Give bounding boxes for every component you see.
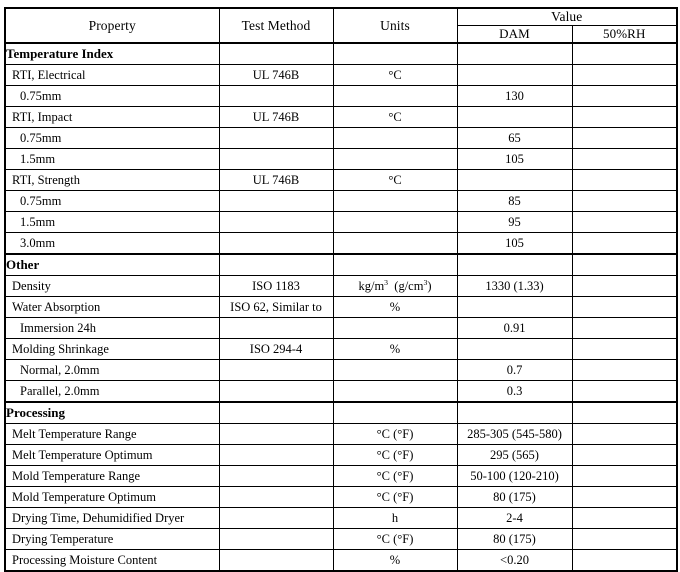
- property-label: Mold Temperature Optimum: [12, 489, 157, 504]
- table-header: [5, 8, 677, 43]
- cell-value-rh: [572, 339, 677, 360]
- cell-test-method: [219, 445, 333, 466]
- section-heading-rh: [572, 43, 677, 65]
- cell-test-method: UL 746B: [219, 170, 333, 191]
- cell-value-rh: [572, 170, 677, 191]
- cell-units: [333, 360, 457, 381]
- cell-value-dam: [457, 339, 572, 360]
- cell-test-method: [219, 487, 333, 508]
- cell-value-rh: [572, 191, 677, 212]
- cell-property: [5, 550, 219, 572]
- cell-property: [5, 191, 219, 212]
- cell-property: [5, 424, 219, 445]
- cell-units: [333, 86, 457, 107]
- cell-value-dam: <0.20: [457, 550, 572, 572]
- cell-units: %: [333, 297, 457, 318]
- cell-units: °C (°F): [333, 529, 457, 550]
- cell-property: [5, 339, 219, 360]
- section-title-label: Temperature Index: [6, 46, 114, 61]
- section-heading-rh: [572, 254, 677, 276]
- cell-test-method: UL 746B: [219, 65, 333, 86]
- cell-test-method: [219, 508, 333, 529]
- cell-units: °C (°F): [333, 487, 457, 508]
- table-row: [5, 424, 677, 445]
- cell-value-dam: 95: [457, 212, 572, 233]
- cell-units: °C: [333, 107, 457, 128]
- property-label: 0.75mm: [20, 130, 62, 145]
- section-heading-method: [219, 43, 333, 65]
- cell-units: %: [333, 550, 457, 572]
- cell-value-rh: [572, 424, 677, 445]
- table-row: [5, 529, 677, 550]
- cell-value-rh: [572, 487, 677, 508]
- section-heading-units: [333, 43, 457, 65]
- cell-value-dam: 285-305 (545-580): [457, 424, 572, 445]
- cell-value-dam: 130: [457, 86, 572, 107]
- table-row: [5, 466, 677, 487]
- cell-units: [333, 128, 457, 149]
- cell-test-method: [219, 86, 333, 107]
- cell-value-rh: [572, 360, 677, 381]
- cell-value-dam: 85: [457, 191, 572, 212]
- cell-value-rh: [572, 276, 677, 297]
- property-label: 3.0mm: [20, 235, 56, 250]
- cell-test-method: [219, 233, 333, 255]
- cell-units: °C (°F): [333, 445, 457, 466]
- cell-value-dam: 0.7: [457, 360, 572, 381]
- cell-value-dam: [457, 107, 572, 128]
- cell-value-rh: [572, 149, 677, 170]
- section-heading-units: [333, 402, 457, 424]
- cell-property: [5, 276, 219, 297]
- cell-value-rh: [572, 128, 677, 149]
- cell-test-method: [219, 191, 333, 212]
- cell-units: %: [333, 339, 457, 360]
- table-row: [5, 233, 677, 255]
- cell-property: [5, 445, 219, 466]
- section-heading-method: [219, 402, 333, 424]
- cell-units: °C (°F): [333, 424, 457, 445]
- table-row: [5, 360, 677, 381]
- cell-test-method: [219, 128, 333, 149]
- table-row: [5, 381, 677, 403]
- cell-value-rh: [572, 107, 677, 128]
- section-title-label: Other: [6, 257, 40, 272]
- cell-property: [5, 297, 219, 318]
- cell-units: °C (°F): [333, 466, 457, 487]
- cell-property: [5, 128, 219, 149]
- section-heading-rh: [572, 402, 677, 424]
- cell-units: [333, 381, 457, 403]
- cell-value-dam: 105: [457, 233, 572, 255]
- section-title: [5, 254, 219, 276]
- table-row: [5, 550, 677, 572]
- property-label: Melt Temperature Range: [12, 426, 137, 441]
- cell-value-dam: 80 (175): [457, 487, 572, 508]
- section-title: [5, 43, 219, 65]
- cell-property: [5, 149, 219, 170]
- property-label: 1.5mm: [20, 151, 56, 166]
- cell-value-rh: [572, 86, 677, 107]
- cell-property: [5, 360, 219, 381]
- cell-property: [5, 529, 219, 550]
- cell-units: $kg/m^3$ $(g/cm^3)$: [333, 276, 457, 297]
- cell-test-method: ISO 294-4: [219, 339, 333, 360]
- property-label: RTI, Impact: [12, 109, 73, 124]
- table-row: [5, 86, 677, 107]
- cell-test-method: ISO 62, Similar to: [219, 297, 333, 318]
- cell-value-rh: [572, 297, 677, 318]
- cell-test-method: [219, 360, 333, 381]
- table-row: [5, 107, 677, 128]
- property-label: Immersion 24h: [20, 320, 97, 335]
- section-heading-method: [219, 254, 333, 276]
- cell-test-method: ISO 1183: [219, 276, 333, 297]
- property-label: Drying Temperature: [12, 531, 114, 546]
- cell-units: [333, 233, 457, 255]
- cell-value-rh: [572, 529, 677, 550]
- header-test-method: Test Method: [219, 8, 333, 43]
- cell-value-dam: 0.3: [457, 381, 572, 403]
- cell-value-dam: 295 (565): [457, 445, 572, 466]
- header-value-rh: 50%RH: [572, 26, 677, 44]
- property-label: 0.75mm: [20, 193, 62, 208]
- header-value-dam: DAM: [457, 26, 572, 44]
- property-label: Drying Time, Dehumidified Dryer: [12, 510, 185, 525]
- cell-value-dam: 1330 (1.33): [457, 276, 572, 297]
- cell-property: [5, 86, 219, 107]
- property-label: Normal, 2.0mm: [20, 362, 100, 377]
- table-row: [5, 128, 677, 149]
- property-label: RTI, Electrical: [12, 67, 86, 82]
- property-label: Water Absorption: [12, 299, 101, 314]
- section-title: [5, 402, 219, 424]
- cell-value-dam: 80 (175): [457, 529, 572, 550]
- property-label: Processing Moisture Content: [12, 552, 158, 567]
- cell-value-rh: [572, 233, 677, 255]
- property-label: Melt Temperature Optimum: [12, 447, 153, 462]
- property-label: Molding Shrinkage: [12, 341, 109, 356]
- cell-units: [333, 191, 457, 212]
- table-row: [5, 191, 677, 212]
- property-label: 0.75mm: [20, 88, 62, 103]
- cell-value-dam: [457, 65, 572, 86]
- cell-value-dam: 65: [457, 128, 572, 149]
- property-label: Density: [12, 278, 51, 293]
- table-row: [5, 276, 677, 297]
- section-heading-row: [5, 254, 677, 276]
- cell-units: [333, 318, 457, 339]
- cell-property: [5, 487, 219, 508]
- header-row-primary: [5, 8, 677, 26]
- properties-table-container: [4, 7, 676, 572]
- table-row: [5, 212, 677, 233]
- table-row: [5, 487, 677, 508]
- cell-units: [333, 149, 457, 170]
- table-row: [5, 339, 677, 360]
- section-heading-dam: [457, 254, 572, 276]
- properties-table: [4, 7, 678, 572]
- cell-value-rh: [572, 318, 677, 339]
- table-row: [5, 149, 677, 170]
- cell-property: [5, 381, 219, 403]
- section-heading-row: [5, 402, 677, 424]
- table-row: [5, 65, 677, 86]
- cell-value-dam: [457, 170, 572, 191]
- cell-units: °C: [333, 65, 457, 86]
- cell-value-rh: [572, 212, 677, 233]
- cell-property: [5, 65, 219, 86]
- cell-value-rh: [572, 381, 677, 403]
- section-heading-dam: [457, 43, 572, 65]
- header-value: Value: [457, 8, 677, 26]
- header-property: Property: [5, 8, 219, 43]
- section-heading-units: [333, 254, 457, 276]
- cell-value-dam: 0.91: [457, 318, 572, 339]
- table-row: [5, 170, 677, 191]
- header-units: Units: [333, 8, 457, 43]
- cell-value-dam: 50-100 (120-210): [457, 466, 572, 487]
- cell-test-method: [219, 212, 333, 233]
- table-row: [5, 318, 677, 339]
- cell-property: [5, 212, 219, 233]
- cell-value-rh: [572, 445, 677, 466]
- cell-units: h: [333, 508, 457, 529]
- cell-test-method: [219, 424, 333, 445]
- cell-test-method: [219, 466, 333, 487]
- cell-test-method: [219, 381, 333, 403]
- cell-value-dam: [457, 297, 572, 318]
- cell-test-method: [219, 550, 333, 572]
- section-heading-dam: [457, 402, 572, 424]
- property-label: Mold Temperature Range: [12, 468, 141, 483]
- table-row: [5, 508, 677, 529]
- cell-value-dam: 105: [457, 149, 572, 170]
- cell-test-method: UL 746B: [219, 107, 333, 128]
- table-row: [5, 445, 677, 466]
- cell-test-method: [219, 318, 333, 339]
- cell-value-rh: [572, 508, 677, 529]
- cell-value-rh: [572, 65, 677, 86]
- cell-property: [5, 170, 219, 191]
- cell-units: °C: [333, 170, 457, 191]
- property-label: 1.5mm: [20, 214, 56, 229]
- cell-property: [5, 107, 219, 128]
- property-label: Parallel, 2.0mm: [20, 383, 100, 398]
- table-body: [5, 43, 677, 571]
- cell-property: [5, 233, 219, 255]
- cell-test-method: [219, 529, 333, 550]
- cell-value-dam: 2-4: [457, 508, 572, 529]
- cell-test-method: [219, 149, 333, 170]
- table-row: [5, 297, 677, 318]
- cell-property: [5, 318, 219, 339]
- property-label: RTI, Strength: [12, 172, 80, 187]
- section-title-label: Processing: [6, 405, 65, 420]
- cell-units: [333, 212, 457, 233]
- cell-property: [5, 508, 219, 529]
- cell-value-rh: [572, 466, 677, 487]
- cell-property: [5, 466, 219, 487]
- cell-value-rh: [572, 550, 677, 572]
- section-heading-row: [5, 43, 677, 65]
